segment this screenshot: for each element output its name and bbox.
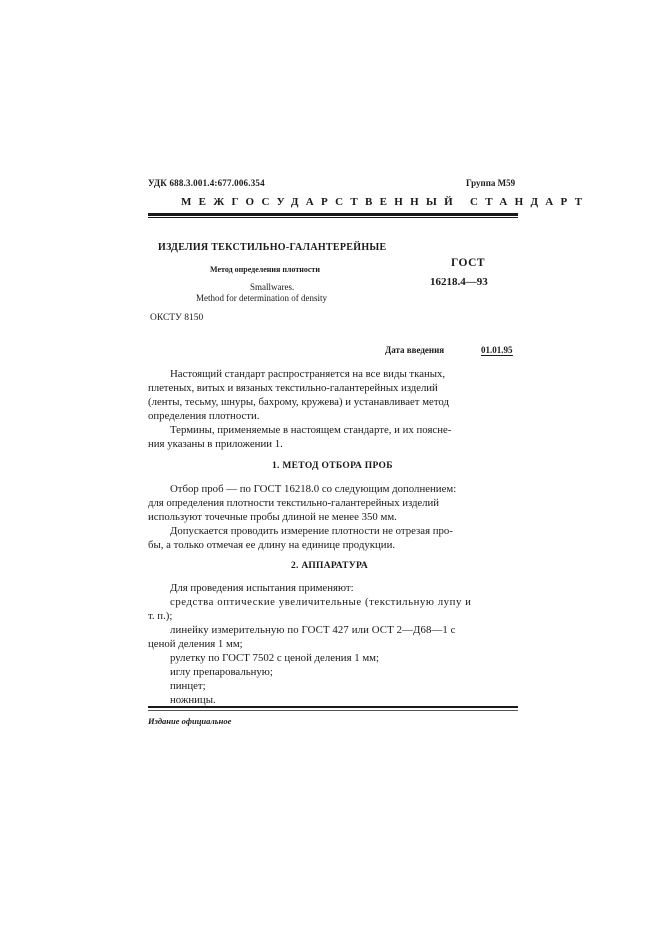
footer-rule-thick	[148, 706, 518, 708]
intro-line: ния указаны в приложении 1.	[148, 438, 283, 450]
intro-line: (ленты, тесьму, шнуры, бахрому, кружева) и устанавливает метод	[148, 396, 449, 408]
intro-line: плетеных, витых и вязаных текстильно-галантерейных изделий	[148, 382, 438, 394]
section2-line: линейку измерительную по ГОСТ 427 или ОСТ 2—Д68—1 с	[170, 624, 456, 636]
intro-line: Настоящий стандарт распространяется на все виды тканых,	[170, 368, 446, 380]
document-title: ИЗДЕЛИЯ ТЕКСТИЛЬНО-ГАЛАНТЕРЕЙНЫЕ	[158, 242, 387, 253]
header-rule-thin	[148, 217, 518, 218]
section2-line: средства оптические увеличительные (текстильную лупу и	[170, 596, 472, 608]
section2-line: иглу препаровальную;	[170, 666, 273, 678]
okstu-code: ОКСТУ 8150	[150, 313, 204, 323]
group-code: Группа М59	[466, 178, 516, 188]
date-value: 01.01.95	[481, 345, 513, 355]
title-en: Smallwares.	[250, 282, 295, 292]
date-label: Дата введения	[385, 345, 445, 355]
gost-number: 16218.4—93	[430, 276, 488, 288]
section-heading: 1. МЕТОД ОТБОРА ПРОБ	[272, 461, 393, 471]
udk-code: УДК 688.3.001.4:677.006.354	[148, 178, 265, 188]
method-title-en: Method for determination of density	[196, 293, 327, 303]
intro-line: определения плотности.	[148, 410, 260, 422]
header-rule-thick	[148, 213, 518, 216]
section-heading: 2. АППАРАТУРА	[291, 561, 369, 571]
section1-line: Отбор проб — по ГОСТ 16218.0 со следующим дополнением:	[170, 483, 457, 495]
section2-line: Для проведения испытания применяют:	[170, 582, 354, 594]
section2-line: ножницы.	[170, 694, 216, 706]
intro-line: Термины, применяемые в настоящем стандарте, и их поясне-	[170, 424, 452, 436]
section1-line: бы, а только отмечая ее длину на единице продукции.	[148, 539, 396, 551]
section2-line: рулетку по ГОСТ 7502 с ценой деления 1 мм;	[170, 652, 379, 664]
gost-label: ГОСТ	[451, 257, 486, 269]
interstate-standard-heading: МЕЖГОСУДАРСТВЕННЫЙ СТАНДАРТ	[181, 196, 590, 208]
section1-line: для определения плотности текстильно-галантерейных изделий	[148, 497, 439, 509]
section1-line: Допускается проводить измерение плотности не отрезая про-	[170, 525, 453, 537]
method-title-ru: Метод определения плотности	[210, 265, 320, 274]
section1-line: используют точечные пробы длиной не менее 350 мм.	[148, 511, 397, 523]
section2-line: ценой деления 1 мм;	[148, 638, 243, 650]
footer-rule-thin	[148, 710, 518, 711]
section2-line: т. п.);	[148, 610, 173, 622]
official-edition-note: Издание официальное	[148, 716, 232, 726]
section2-line: пинцет;	[170, 680, 206, 692]
